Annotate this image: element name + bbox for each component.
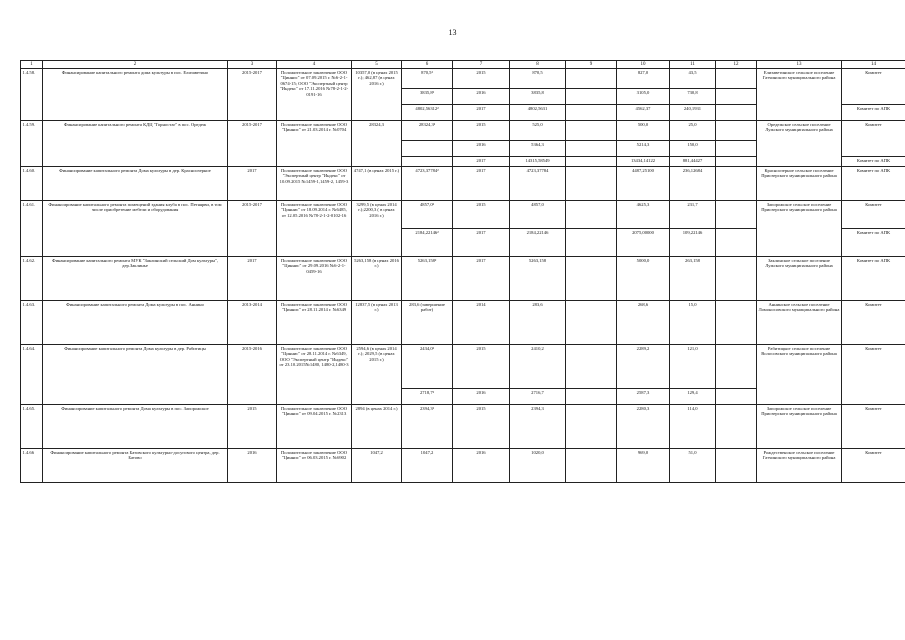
local-amount: 15,0 xyxy=(670,301,716,345)
period: 2015-2017 xyxy=(228,201,277,257)
object-name: Финансирование капитального ремонта Батовского культурно-досугового центра, дер. Батово xyxy=(43,449,228,483)
municipality: Рабитицкое сельское поселение Волосовского муниципального района xyxy=(757,345,842,405)
expert-conclusion: Положительное заключение ООО "Циннис" от 07.09.2015 г. №6-2-1-0674-15; ООО "Экспертный центр "Индекс" от 17.11.2016 №78-2-1-2-0191-16 xyxy=(277,69,352,121)
col-header: 13 xyxy=(757,61,842,69)
year: 2016 xyxy=(453,141,510,157)
responsible-agency: Комитет xyxy=(842,121,905,157)
table-row xyxy=(21,449,905,483)
local-amount: 109,22146 xyxy=(670,229,716,257)
amount-total: 5263,158 xyxy=(510,257,566,301)
year: 2015 xyxy=(453,201,510,229)
regional-amount: 4625,3 xyxy=(617,201,670,229)
municipality: Заклинское сельское поселение Лужского муниципального района xyxy=(757,257,842,301)
other-amount xyxy=(716,345,757,389)
responsible-agency: Комитет xyxy=(842,449,905,483)
object-name: Финансирование капитального ремонта Дома культуры в дер. Красноозерное xyxy=(43,167,228,201)
regional-amount: 969,0 xyxy=(617,449,670,483)
year: 2017 xyxy=(453,257,510,301)
amount-total: 4802,5631 xyxy=(510,105,566,121)
year: 2015 xyxy=(453,405,510,449)
federal-amount xyxy=(566,89,617,105)
expert-conclusion: Положительное заключение ООО "Циннис" от 29.09.2016 №6-2-1-0459-16 xyxy=(277,257,352,301)
federal-amount xyxy=(566,345,617,389)
local-amount: 51,0 xyxy=(670,449,716,483)
municipality: Запорожское сельское поселение Приозерского муниципального района xyxy=(757,201,842,257)
amount-total: 2394,3 xyxy=(510,405,566,449)
col-header: 10 xyxy=(617,61,670,69)
other-amount xyxy=(716,405,757,449)
object-name: Финансирование капитального ремонта Дома культуры в пос. Запорожское xyxy=(43,405,228,449)
page-number: 13 xyxy=(448,28,457,37)
estimated-cost: 28324,3 xyxy=(352,121,402,167)
local-amount: 231,7 xyxy=(670,201,716,229)
local-amount: 43,5 xyxy=(670,69,716,89)
local-amount: 240,1931 xyxy=(670,105,716,121)
col-header: 8 xyxy=(510,61,566,69)
responsible-agency: Комитет xyxy=(842,405,905,449)
col-header: 6 xyxy=(402,61,453,69)
estimated-cost: 3299,5 (в ценах 2014 г.);2200,3 ( в ценах 2016 г.) xyxy=(352,201,402,257)
other-amount xyxy=(716,89,757,105)
other-amount xyxy=(716,69,757,89)
amount-total: 2410,2 xyxy=(510,345,566,389)
total-cost: 2184,22146² xyxy=(402,229,453,257)
expert-conclusion: Положительное заключение ООО "Циннис" от 28.11.2014 г. №6349, ООО "Экспертный центр "Индекс" от 23.10.2015№1480, 1480-2,1480-3 xyxy=(277,345,352,405)
total-cost: 2434,0² xyxy=(402,345,453,389)
year: 2015 xyxy=(453,121,510,141)
table-row xyxy=(21,201,905,229)
responsible-agency: Комитет xyxy=(842,69,905,105)
year: 2016 xyxy=(453,389,510,405)
row-number: 1.4.63. xyxy=(21,301,43,345)
regional-amount: 3105,0 xyxy=(617,89,670,105)
total-cost: 870,5² xyxy=(402,69,453,89)
federal-amount xyxy=(566,301,617,345)
other-amount xyxy=(716,121,757,141)
regional-amount: 5000,0 xyxy=(617,257,670,301)
table-row xyxy=(21,121,905,141)
period: 2016 xyxy=(228,449,277,483)
row-number: 1.4.65. xyxy=(21,405,43,449)
expert-conclusion: Положительное заключение ООО "Циннис" от 21.03.2014 г. №0704 xyxy=(277,121,352,167)
local-amount: 236,12684 xyxy=(670,167,716,201)
other-amount xyxy=(716,105,757,121)
regional-amount: 827,0 xyxy=(617,69,670,89)
object-name: Финансирование капитального ремонта Дома культуры в пос. Аннино xyxy=(43,301,228,345)
year: 2017 xyxy=(453,157,510,167)
local-amount: 150,0 xyxy=(670,141,716,157)
municipality: Рождественское сельское поселение Гатчинского муниципального района xyxy=(757,449,842,483)
object-name: Финансирование капитального ремонта помещений здания клуба в пос. Петяярви, в том числе приобретение мебели и оборудования xyxy=(43,201,228,257)
col-header: 3 xyxy=(228,61,277,69)
year: 2017 xyxy=(453,167,510,201)
col-header: 2 xyxy=(43,61,228,69)
row-number: 1.4.60. xyxy=(21,167,43,201)
municipality: Аннинское сельское поселение Ломоносовского муниципального района xyxy=(757,301,842,345)
federal-amount xyxy=(566,405,617,449)
period: 2013-2014 xyxy=(228,301,277,345)
regional-amount: 5214,3 xyxy=(617,141,670,157)
local-amount: 129,4 xyxy=(670,389,716,405)
regional-amount: 13434,14122 xyxy=(617,157,670,167)
row-number: 1.4.64. xyxy=(21,345,43,405)
amount-total: 870,5 xyxy=(510,69,566,89)
expert-conclusion: Положительное заключение ООО "Циннис" от 18.09.2014 г. №6485, от 12.05.2016 №78-2-1-2-0102-16 xyxy=(277,201,352,257)
period: 2015-2017 xyxy=(228,69,277,121)
municipality: Оредежское сельское поселение Лужского муниципального района xyxy=(757,121,842,167)
estimated-cost: 12837,5 (в ценах 2013 г.) xyxy=(352,301,402,345)
regional-amount: 500,0 xyxy=(617,121,670,141)
expert-conclusion: Положительное заключение ООО "Циннис" от 06.03.2015 г. №6902 xyxy=(277,449,352,483)
header-row xyxy=(21,61,905,69)
estimated-cost: 10357,0 (в ценах 2015 г.); 462,87 (в ценах 2016 г.) xyxy=(352,69,402,121)
responsible-agency: Комитет xyxy=(842,301,905,345)
other-amount xyxy=(716,157,757,167)
federal-amount xyxy=(566,449,617,483)
amount-total: 5364,3 xyxy=(510,141,566,157)
total-cost: 4802,56312² xyxy=(402,105,453,121)
federal-amount xyxy=(566,157,617,167)
federal-amount xyxy=(566,69,617,89)
amount-total: 2184,22146 xyxy=(510,229,566,257)
expert-conclusion: Положительное заключение ООО "Экспертный центр "Индекс" от 10.09.2015 №1459-1,1459-2, 1459-3 xyxy=(277,167,352,201)
amount-total: 4857,0 xyxy=(510,201,566,229)
responsible-agency: Комитет по АПК xyxy=(842,167,905,201)
total-cost: 4723,37784² xyxy=(402,167,453,201)
regional-amount: 268,6 xyxy=(617,301,670,345)
regional-amount: 2587,3 xyxy=(617,389,670,405)
federal-amount xyxy=(566,141,617,157)
local-amount: 25,0 xyxy=(670,121,716,141)
other-amount xyxy=(716,201,757,229)
responsible-agency: Комитет xyxy=(842,201,905,229)
regional-amount: 4562,37 xyxy=(617,105,670,121)
expert-conclusion: Положительное заключение ООО "Циннис" от 28.11.2014 г. №6349 xyxy=(277,301,352,345)
col-header: 1 xyxy=(21,61,43,69)
estimated-cost: 4747,1 (в ценах 2015 г.) xyxy=(352,167,402,201)
local-amount: 881,44427 xyxy=(670,157,716,167)
total-cost xyxy=(402,157,453,167)
amount-total: 2716,7 xyxy=(510,389,566,405)
row-number: 1.4.66 xyxy=(21,449,43,483)
amount-total: 3835,8 xyxy=(510,89,566,105)
year: 2016 xyxy=(453,449,510,483)
other-amount xyxy=(716,301,757,345)
responsible-agency: Комитет по АПК xyxy=(842,257,905,301)
expert-conclusion: Положительное заключение ООО "Циннис" от 09.04.2015 г. №2313 xyxy=(277,405,352,449)
other-amount xyxy=(716,449,757,483)
total-cost: 3835,8² xyxy=(402,89,453,105)
responsible-agency: Комитет по АПК xyxy=(842,157,905,167)
other-amount xyxy=(716,257,757,301)
col-header: 5 xyxy=(352,61,402,69)
period: 2015-2017 xyxy=(228,121,277,167)
responsible-agency: Комитет по АПК xyxy=(842,105,905,121)
regional-amount: 2075,00000 xyxy=(617,229,670,257)
table-row xyxy=(21,405,905,449)
municipality: Запорожское сельское поселение Приозерского муниципального района xyxy=(757,405,842,449)
period: 2015-2016 xyxy=(228,345,277,405)
municipality: Красноозерное сельское поселение Приозерского муниципального района xyxy=(757,167,842,201)
amount-total: 1020,0 xyxy=(510,449,566,483)
estimated-cost: 1047,2 xyxy=(352,449,402,483)
federal-amount xyxy=(566,389,617,405)
amount-total: 4723,37784 xyxy=(510,167,566,201)
col-header: 14 xyxy=(842,61,905,69)
object-name: Финансирование капитального ремонта КДЦ "Горностаг" в пос. Оредеж xyxy=(43,121,228,167)
col-header: 7 xyxy=(453,61,510,69)
row-number: 1.4.58. xyxy=(21,69,43,121)
estimated-cost: 5263,158 (в ценах 2016 г.) xyxy=(352,257,402,301)
period: 2017 xyxy=(228,167,277,201)
year: 2015 xyxy=(453,345,510,389)
local-amount: 730,8 xyxy=(670,89,716,105)
period: 2017 xyxy=(228,257,277,301)
estimated-cost: 2594,6 (в ценах 2014 г.); 2029,5 (в ценах 2015 г.) xyxy=(352,345,402,405)
federal-amount xyxy=(566,201,617,229)
other-amount xyxy=(716,229,757,257)
local-amount: 121,0 xyxy=(670,345,716,389)
total-cost: 1047,2 xyxy=(402,449,453,483)
amount-total: 14315,58549 xyxy=(510,157,566,167)
period: 2015 xyxy=(228,405,277,449)
total-cost xyxy=(402,141,453,157)
year: 2015 xyxy=(453,69,510,89)
year: 2017 xyxy=(453,229,510,257)
col-header: 11 xyxy=(670,61,716,69)
total-cost: 2394,3² xyxy=(402,405,453,449)
total-cost: 28324,3² xyxy=(402,121,453,141)
regional-amount: 4487,25100 xyxy=(617,167,670,201)
other-amount xyxy=(716,167,757,201)
col-header: 9 xyxy=(566,61,617,69)
row-number: 1.4.61. xyxy=(21,201,43,257)
total-cost: 4857,0² xyxy=(402,201,453,229)
federal-amount xyxy=(566,121,617,141)
table-row xyxy=(21,167,905,201)
responsible-agency: Комитет по АПК xyxy=(842,229,905,257)
table-row xyxy=(21,301,905,345)
col-header: 12 xyxy=(716,61,757,69)
total-cost: 2718,7² xyxy=(402,389,453,405)
year: 2016 xyxy=(453,89,510,105)
municipality: Елизаветинское сельское поселение Гатчинского муниципального района xyxy=(757,69,842,121)
estimated-cost: 2894 (в ценах 2014 г.) xyxy=(352,405,402,449)
table-row xyxy=(21,69,905,89)
federal-amount xyxy=(566,229,617,257)
total-cost: 283,6 (завершение работ) xyxy=(402,301,453,345)
financing-table xyxy=(20,60,905,483)
total-cost: 5263,158² xyxy=(402,257,453,301)
amount-total: 525,0 xyxy=(510,121,566,141)
regional-amount: 2280,3 xyxy=(617,405,670,449)
other-amount xyxy=(716,141,757,157)
local-amount: 263,158 xyxy=(670,257,716,301)
object-name: Финансирование капитального ремонта МУК "Заклинский сельский Дом культуры", дер.Заклинье xyxy=(43,257,228,301)
col-header: 4 xyxy=(277,61,352,69)
table-row xyxy=(21,345,905,389)
amount-total: 283,6 xyxy=(510,301,566,345)
federal-amount xyxy=(566,167,617,201)
object-name: Финансирование капитального ремонта Дома культуры в дер. Рабитицы xyxy=(43,345,228,405)
other-amount xyxy=(716,389,757,405)
local-amount: 114,0 xyxy=(670,405,716,449)
row-number: 1.4.62. xyxy=(21,257,43,301)
object-name: Финансирование капитального ремонта дома культуры в пос. Елизаветино xyxy=(43,69,228,121)
federal-amount xyxy=(566,257,617,301)
year: 2014 xyxy=(453,301,510,345)
federal-amount xyxy=(566,105,617,121)
regional-amount: 2289,2 xyxy=(617,345,670,389)
table-row xyxy=(21,257,905,301)
responsible-agency: Комитет xyxy=(842,345,905,405)
year: 2017 xyxy=(453,105,510,121)
row-number: 1.4.59. xyxy=(21,121,43,167)
